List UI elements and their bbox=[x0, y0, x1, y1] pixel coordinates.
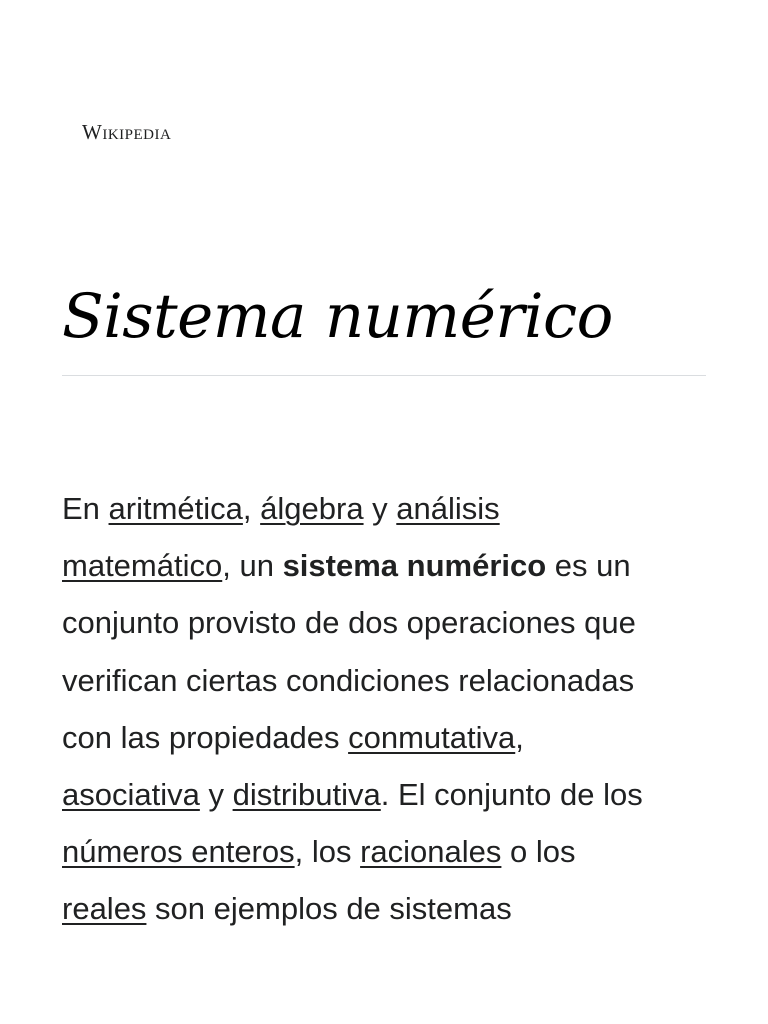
link-analisis-matematico[interactable]: análisis bbox=[396, 491, 500, 526]
text-run: , los bbox=[294, 834, 361, 870]
text-run: , bbox=[242, 491, 261, 526]
text-run: conjunto provisto de dos operaciones que bbox=[62, 605, 636, 641]
link-racionales[interactable]: racionales bbox=[360, 834, 502, 870]
paragraph-line bbox=[62, 709, 722, 766]
text-run: , bbox=[515, 719, 524, 755]
title-divider bbox=[62, 375, 706, 376]
link-conmutativa[interactable]: conmutativa bbox=[348, 719, 516, 755]
wikipedia-logo[interactable]: Wikipedia bbox=[82, 120, 172, 144]
link-aritmetica[interactable]: aritmética bbox=[108, 491, 243, 526]
text-run: , un bbox=[222, 548, 283, 584]
link-reales[interactable]: reales bbox=[62, 891, 147, 927]
text-run: es un bbox=[546, 548, 631, 584]
text-run: son ejemplos de sistemas bbox=[146, 891, 512, 927]
link-analisis-matematico[interactable]: matemático bbox=[62, 548, 223, 584]
text-run: . El conjunto de los bbox=[380, 776, 643, 812]
link-numeros-enteros[interactable]: números enteros bbox=[62, 834, 295, 870]
paragraph-line bbox=[62, 880, 722, 937]
link-distributiva[interactable]: distributiva bbox=[232, 776, 381, 812]
link-asociativa[interactable]: asociativa bbox=[62, 776, 200, 812]
paragraph-line bbox=[62, 823, 722, 880]
paragraph-line bbox=[62, 480, 722, 537]
text-run: En bbox=[62, 491, 109, 526]
article-body bbox=[62, 480, 722, 938]
page-title: Sistema numérico bbox=[62, 281, 613, 352]
bold-term: sistema numérico bbox=[282, 548, 547, 584]
text-run: verifican ciertas condiciones relacionadas bbox=[62, 662, 635, 698]
text-run: o los bbox=[501, 834, 576, 870]
paragraph-line bbox=[62, 594, 722, 651]
paragraph-line bbox=[62, 537, 722, 594]
paragraph-line bbox=[62, 766, 722, 823]
link-algebra[interactable]: álgebra bbox=[260, 491, 364, 526]
paragraph-line bbox=[62, 652, 722, 709]
text-run: y bbox=[363, 491, 397, 526]
text-run: con las propiedades bbox=[62, 719, 349, 755]
text-run: y bbox=[199, 776, 233, 812]
